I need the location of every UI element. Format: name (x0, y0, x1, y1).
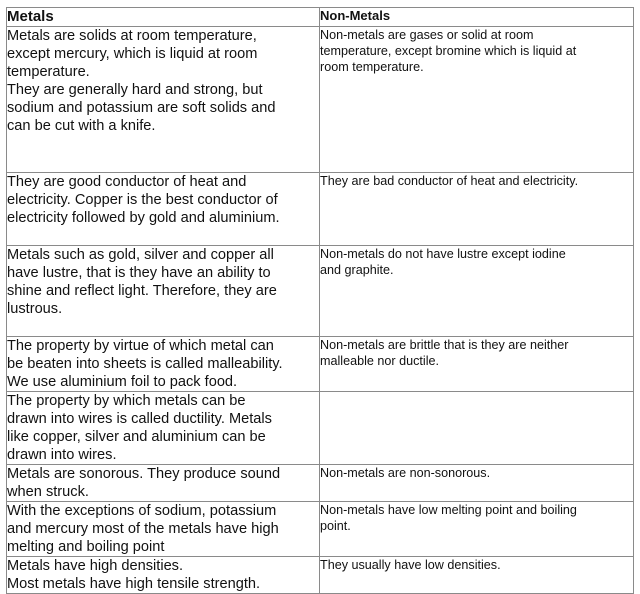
text-line: temperature, except bromine which is liquid at (320, 44, 577, 58)
text-line: Metals are sonorous. They produce sound (7, 466, 281, 482)
text-line: We use aluminium foil to pack food. (7, 374, 238, 390)
text-line: They are generally hard and strong, but (7, 82, 263, 98)
text-line: have lustre, that is they have an ability to (7, 265, 271, 281)
table-row (7, 27, 634, 173)
non-metals-cell (320, 502, 634, 557)
text-line: Metals are solids at room temperature, (7, 28, 257, 44)
non-metals-cell (320, 27, 634, 173)
metals-cell (7, 465, 320, 502)
metals-cell (7, 557, 320, 594)
text-line: be beaten into sheets is called malleability. (7, 356, 283, 372)
text-line: Non-metals are brittle that is they are neither (320, 338, 569, 352)
text-line: room temperature. (320, 60, 424, 74)
text-line: and graphite. (320, 263, 394, 277)
metals-cell (7, 27, 320, 173)
text-line: melting and boiling point (7, 539, 165, 555)
metals-vs-nonmetals-table (6, 7, 634, 594)
text-line: shine and reflect light. Therefore, they are (7, 283, 277, 299)
table-row (7, 246, 634, 337)
text-line: Non-metals are non-sonorous. (320, 466, 491, 480)
table-row (7, 337, 634, 392)
text-line: Non-metals have low melting point and boiling (320, 503, 577, 517)
text-line: Non-metals do not have lustre except iodine (320, 247, 566, 261)
table-row (7, 557, 634, 594)
text-line: Metals such as gold, silver and copper all (7, 247, 274, 263)
table-row (7, 502, 634, 557)
text-line: drawn into wires. (7, 447, 117, 463)
text-line: They are bad conductor of heat and electricity. (320, 174, 579, 188)
text-line: can be cut with a knife. (7, 118, 156, 134)
text-line: They are good conductor of heat and (7, 174, 247, 190)
header-metals: Metals (7, 8, 320, 27)
non-metals-cell (320, 246, 634, 337)
text-line: drawn into wires is called ductility. Metals (7, 411, 272, 427)
text-line: Metals have high densities. (7, 558, 184, 574)
table-row (7, 465, 634, 502)
metals-cell (7, 246, 320, 337)
text-line: except mercury, which is liquid at room (7, 46, 258, 62)
table-row (7, 392, 634, 465)
text-line: Most metals have high tensile strength. (7, 576, 261, 592)
non-metals-cell (320, 465, 634, 502)
text-line: temperature. (7, 64, 90, 80)
text-line: Non-metals are gases or solid at room (320, 28, 534, 42)
text-line: electricity followed by gold and aluminium. (7, 210, 280, 226)
header-row (7, 8, 634, 27)
text-line: when struck. (7, 484, 89, 500)
non-metals-cell (320, 173, 634, 246)
metals-cell (7, 502, 320, 557)
metals-cell (7, 173, 320, 246)
metals-cell (7, 392, 320, 465)
text-line: point. (320, 519, 351, 533)
text-line: and mercury most of the metals have high (7, 521, 279, 537)
non-metals-cell (320, 337, 634, 392)
text-line: malleable nor ductile. (320, 354, 440, 368)
text-line: electricity. Copper is the best conductor of (7, 192, 278, 208)
header-non-metals: Non-Metals (320, 8, 634, 27)
text-line: lustrous. (7, 301, 63, 317)
text-line: With the exceptions of sodium, potassium (7, 503, 277, 519)
text-line: like copper, silver and aluminium can be (7, 429, 266, 445)
text-line: sodium and potassium are soft solids and (7, 100, 276, 116)
text-line: They usually have low densities. (320, 558, 501, 572)
table-row (7, 173, 634, 246)
non-metals-cell (320, 392, 634, 465)
non-metals-cell (320, 557, 634, 594)
text-line: The property by which metals can be (7, 393, 246, 409)
metals-cell (7, 337, 320, 392)
text-line: The property by virtue of which metal can (7, 338, 274, 354)
